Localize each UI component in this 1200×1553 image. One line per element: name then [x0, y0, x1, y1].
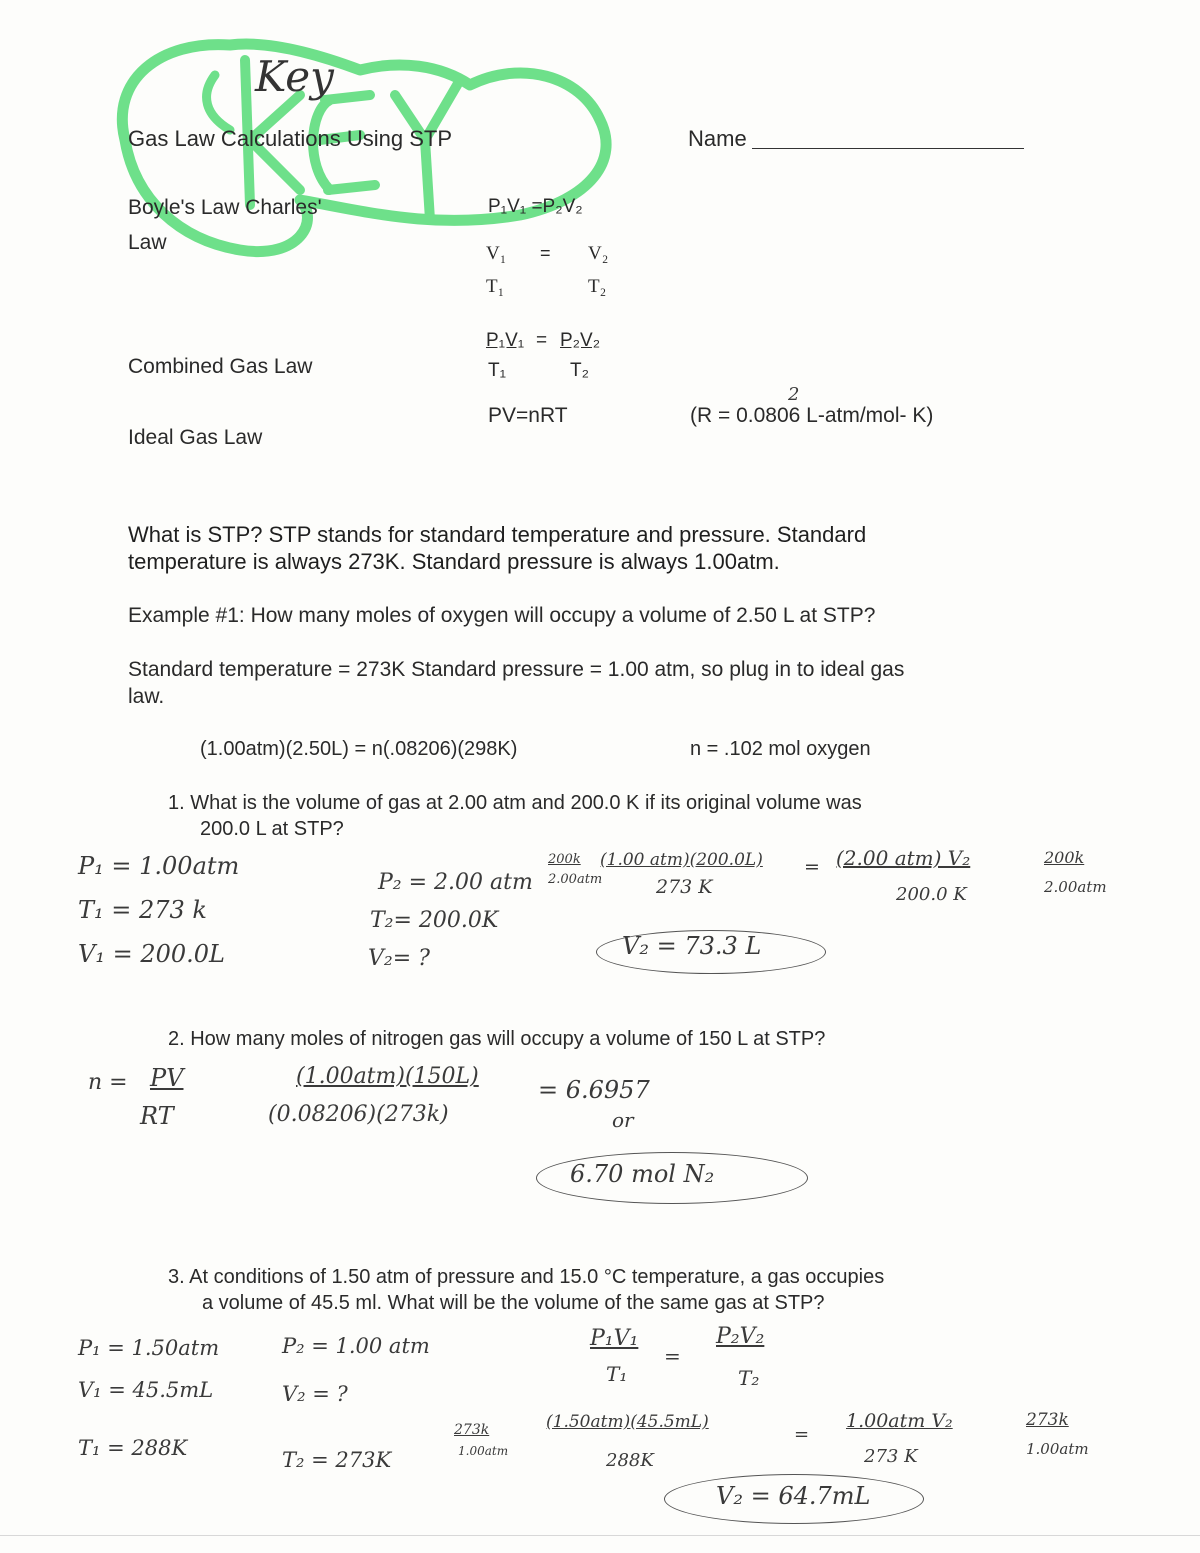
combined-eq: = — [536, 330, 548, 351]
boyle-charles-label-2: Law — [128, 231, 167, 254]
q2-hw-or: or — [612, 1108, 634, 1132]
q3-hw-rhs-bot: 273 K — [864, 1446, 918, 1467]
q1-hw-eq: = — [804, 856, 820, 878]
q2-hw-result: = 6.6957 — [538, 1076, 650, 1104]
ideal-gas-law-label: Ideal Gas Law — [128, 426, 263, 449]
combined-gas-law-label: Combined Gas Law — [128, 355, 313, 378]
q1-hw-side-bot: 2.00atm — [1044, 878, 1107, 896]
q3-hw-formula-bot-left: T₁ — [606, 1362, 628, 1386]
q1-hw-answer: V₂ = 73.3 L — [622, 932, 762, 960]
q3-hw-formula-eq: = — [664, 1344, 681, 1368]
q2-hw-answer: 6.70 mol N₂ — [570, 1160, 715, 1188]
boyle-charles-label: Boyle's Law Charles' — [128, 196, 322, 219]
q3-hw-v1: V₁ = 45.5mL — [78, 1378, 214, 1402]
combined-t2: T₂ — [570, 360, 589, 381]
q1-hw-t2: T₂= 200.0K — [370, 908, 499, 933]
example-question: Example #1: How many moles of oxygen will occupy a volume of 2.50 L at STP? — [128, 604, 876, 627]
q1-text-line-2: 200.0 L at STP? — [200, 818, 344, 840]
key-highlight-mark — [0, 0, 1200, 320]
q3-hw-v2: V₂ = ? — [282, 1382, 348, 1406]
page-bottom-edge — [0, 1535, 1200, 1536]
q1-hw-v2: V₂= ? — [368, 946, 430, 971]
example-equation: (1.00atm)(2.50L) = n(.08206)(298K) — [200, 738, 518, 760]
q3-hw-lhs-bot: 288K — [606, 1450, 654, 1471]
q3-hw-formula-bot-right: T₂ — [738, 1366, 760, 1390]
combined-t1: T₁ — [488, 360, 507, 381]
q3-text-line-1: 3. At conditions of 1.50 atm of pressure and 15.0 °C temperature, a gas occupies — [168, 1266, 885, 1288]
q1-hw-p2: P₂ = 2.00 atm — [378, 870, 533, 895]
r-constant-correction: 2 — [788, 384, 800, 405]
ideal-gas-formula: PV=nRT — [488, 404, 568, 427]
q3-hw-formula-top-left: P₁V₁ — [590, 1326, 639, 1351]
q2-hw-denominator: (0.08206)(273k) — [268, 1102, 449, 1127]
q3-hw-p1: P₁ = 1.50atm — [78, 1336, 220, 1360]
stp-text-line-1: What is STP? STP stands for standard temperature and pressure. Standard — [128, 522, 867, 547]
q3-hw-lhs-top: (1.50atm)(45.5mL) — [546, 1412, 709, 1432]
combined-top-left: P₁V₁ — [486, 330, 525, 351]
q1-hw-cf-bot: 2.00atm — [548, 872, 603, 887]
key-handwritten: Key — [255, 52, 334, 101]
charles-t1: T₁ — [486, 276, 505, 297]
q3-hw-p2: P₂ = 1.00 atm — [282, 1334, 430, 1358]
q1-hw-v1: V₁ = 200.0L — [78, 940, 225, 968]
q2-text: 2. How many moles of nitrogen gas will occupy a volume of 150 L at STP? — [168, 1028, 826, 1050]
q3-hw-cf-bot: 1.00atm — [458, 1444, 509, 1458]
q1-hw-rhs-bot: 200.0 K — [896, 884, 967, 905]
q3-hw-eq: = — [794, 1424, 810, 1445]
q1-hw-lhs-top: (1.00 atm)(200.0L) — [600, 850, 763, 870]
q2-hw-n-eq: n = — [88, 1070, 128, 1095]
q3-hw-rhs-top: 1.00atm V₂ — [846, 1410, 953, 1432]
q1-hw-side-top: 200k — [1044, 848, 1085, 867]
q2-hw-pv: PV — [150, 1064, 184, 1092]
q3-text-line-2: a volume of 45.5 ml. What will be the volume of the same gas at STP? — [202, 1292, 825, 1314]
stp-text-line-2: temperature is always 273K. Standard pressure is always 1.00atm. — [128, 549, 780, 574]
q3-hw-side-bot: 1.00atm — [1026, 1440, 1089, 1458]
q1-text-line-1: 1. What is the volume of gas at 2.00 atm and 200.0 K if its original volume was — [168, 792, 862, 814]
q3-hw-side-top: 273k — [1026, 1410, 1069, 1430]
boyle-formula: P₁V₁ =P₂V₂ — [488, 196, 583, 217]
q3-hw-t1: T₁ = 288K — [78, 1436, 188, 1460]
q3-hw-t2: T₂ = 273K — [282, 1448, 392, 1472]
page-title: Gas Law Calculations Using STP — [128, 126, 453, 151]
q3-hw-formula-top-right: P₂V₂ — [716, 1324, 765, 1349]
charles-t2: T₂ — [588, 276, 607, 297]
example-line-2: law. — [128, 685, 165, 708]
q1-hw-cf-top: 200k — [548, 852, 581, 867]
q2-hw-rt: RT — [140, 1102, 174, 1130]
q3-hw-cf-top: 273k — [454, 1422, 490, 1438]
charles-v2: V₂ — [588, 243, 609, 264]
example-line-1: Standard temperature = 273K Standard pressure = 1.00 atm, so plug in to ideal gas — [128, 658, 905, 681]
charles-v1: V₁ — [486, 243, 507, 264]
name-label: Name — [688, 126, 747, 151]
q1-hw-t1: T₁ = 273 k — [78, 896, 207, 924]
q2-hw-numerator: (1.00atm)(150L) — [296, 1064, 479, 1089]
combined-top-right: P₂V₂ — [560, 330, 601, 351]
q3-hw-answer: V₂ = 64.7mL — [716, 1482, 871, 1510]
charles-eq: = — [540, 243, 551, 263]
q1-hw-lhs-bot: 273 K — [656, 876, 713, 898]
q1-hw-p1: P₁ = 1.00atm — [78, 852, 240, 880]
q1-hw-rhs-top: (2.00 atm) V₂ — [836, 846, 971, 870]
name-field-line — [752, 148, 1024, 149]
example-answer: n = .102 mol oxygen — [690, 738, 871, 760]
r-constant: (R = 0.0806 L-atm/mol- K) — [690, 404, 934, 427]
